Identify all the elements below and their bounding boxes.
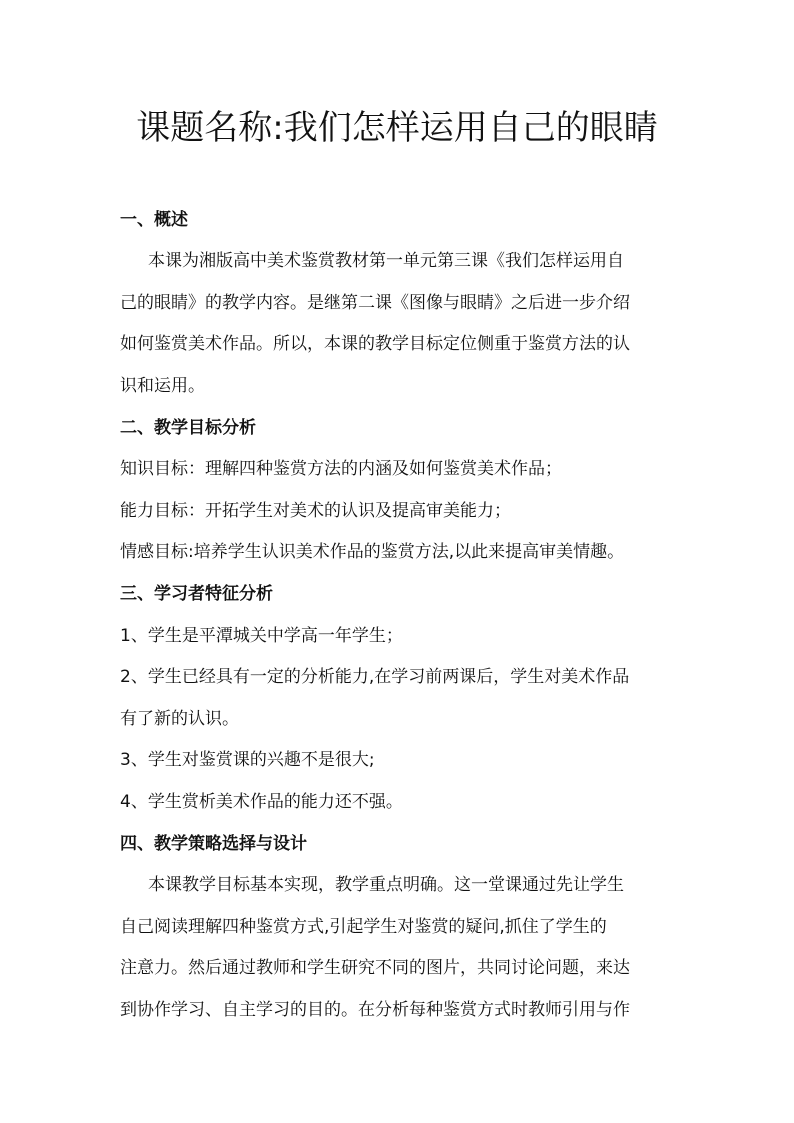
paragraph-line: 有了新的认识。 (120, 709, 239, 729)
section-heading-overview: 一、概述 (120, 210, 188, 230)
paragraph-line: 识和运用。 (120, 376, 205, 396)
document-title: 课题名称:我们怎样运用自己的眼睛 (136, 108, 658, 148)
paragraph-line: 到协作学习、自主学习的目的。在分析每种鉴赏方式时教师引用与作 (120, 1000, 630, 1020)
paragraph-line: 己的眼睛》的教学内容。是继第二课《图像与眼睛》之后进一步介绍 (120, 293, 630, 313)
section-heading-strategy: 四、教学策略选择与设计 (120, 834, 307, 854)
list-item: 1、学生是平潭城关中学高一年学生； (120, 626, 403, 646)
paragraph-line: 知识目标：理解四种鉴赏方法的内涵及如何鉴赏美术作品； (120, 459, 562, 479)
paragraph-line: 注意力。然后通过教师和学生研究不同的图片，共同讨论问题，来达 (120, 958, 630, 978)
section-heading-objectives: 二、教学目标分析 (120, 418, 256, 438)
paragraph-line: 如何鉴赏美术作品。所以，本课的教学目标定位侧重于鉴赏方法的认 (120, 334, 630, 354)
section-heading-learners: 三、学习者特征分析 (120, 584, 273, 604)
paragraph-line: 情感目标:培养学生认识美术作品的鉴赏方法,以此来提高审美情趣。 (120, 542, 625, 562)
paragraph-line: 自己阅读理解四种鉴赏方式,引起学生对鉴赏的疑问,抓住了学生的 (120, 917, 607, 937)
paragraph-line: 能力目标：开拓学生对美术的认识及提高审美能力； (120, 501, 511, 521)
paragraph-line: 本课教学目标基本实现，教学重点明确。这一堂课通过先让学生 (148, 875, 624, 895)
list-item: 3、学生对鉴赏课的兴趣不是很大; (120, 750, 375, 770)
paragraph-line: 本课为湘版高中美术鉴赏教材第一单元第三课《我们怎样运用自 (148, 251, 624, 271)
list-item: 2、学生已经具有一定的分析能力,在学习前两课后，学生对美术作品 (120, 667, 630, 687)
list-item: 4、学生赏析美术作品的能力还不强。 (120, 792, 403, 812)
